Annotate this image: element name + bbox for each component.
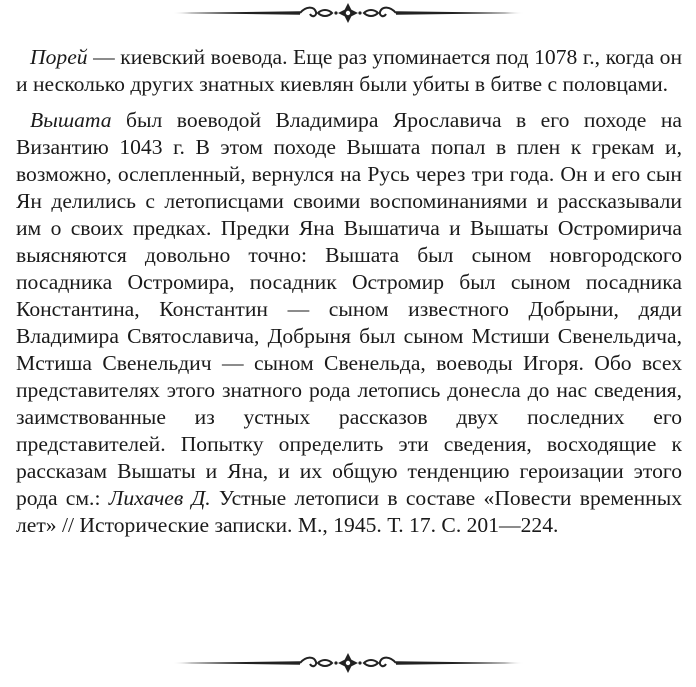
paragraph-lead-name: Вышата xyxy=(30,108,112,132)
bottom-ornament-divider xyxy=(0,648,696,676)
document-body xyxy=(16,44,682,539)
flourish-ornament-icon xyxy=(0,648,696,676)
citation-author: Лихачев Д. xyxy=(108,486,211,510)
paragraph-porey xyxy=(16,44,682,98)
paragraph-vyshata xyxy=(16,107,682,539)
paragraph-text: был воеводой Владимира Ярославича в его походе на Византию 1043 г. В этом походе Вышата попал в плен к грекам и, возможно, ослепленный, вернулся на Русь через три года. Он и его сын Ян делились с летописцами своими воспоминаниями и рассказывали им о своих предках. Предки Яна Вышатича и Вышаты Остромирича выясняются довольно точно: Вышата был сыном новгородского посадника Остромира, посадник Остромир был сыном посадника Константина, Константин — сыном известного Добрыни, дяди Владимира Святославича, Добрыня был сыном Мстиши Свенельдича, Мстиша Свенельдич — сыном Свенельда, воеводы Игоря. Обо всех представителях этого знатного рода летопись донесла до нас сведения, заимствованные из устных рассказов двух последних его представителей. Попытку определить эти сведения, восходящие к рассказам Вышаты и Яна, и их общую тенденцию героизации этого рода см.: xyxy=(16,108,682,510)
flourish-ornament-icon xyxy=(0,0,696,28)
paragraph-text: — киевский воевода. Еще раз упоминается под 1078 г., когда он и несколько других знатных киевлян были убиты в битве с половцами. xyxy=(16,45,682,96)
paragraph-lead-name: Порей xyxy=(30,45,88,69)
citation-text: Устные летописи в составе «Повести временных лет» // Исторические записки. М., 1945. Т. 17. С. 201—224. xyxy=(16,486,683,537)
top-ornament-divider xyxy=(0,0,696,28)
